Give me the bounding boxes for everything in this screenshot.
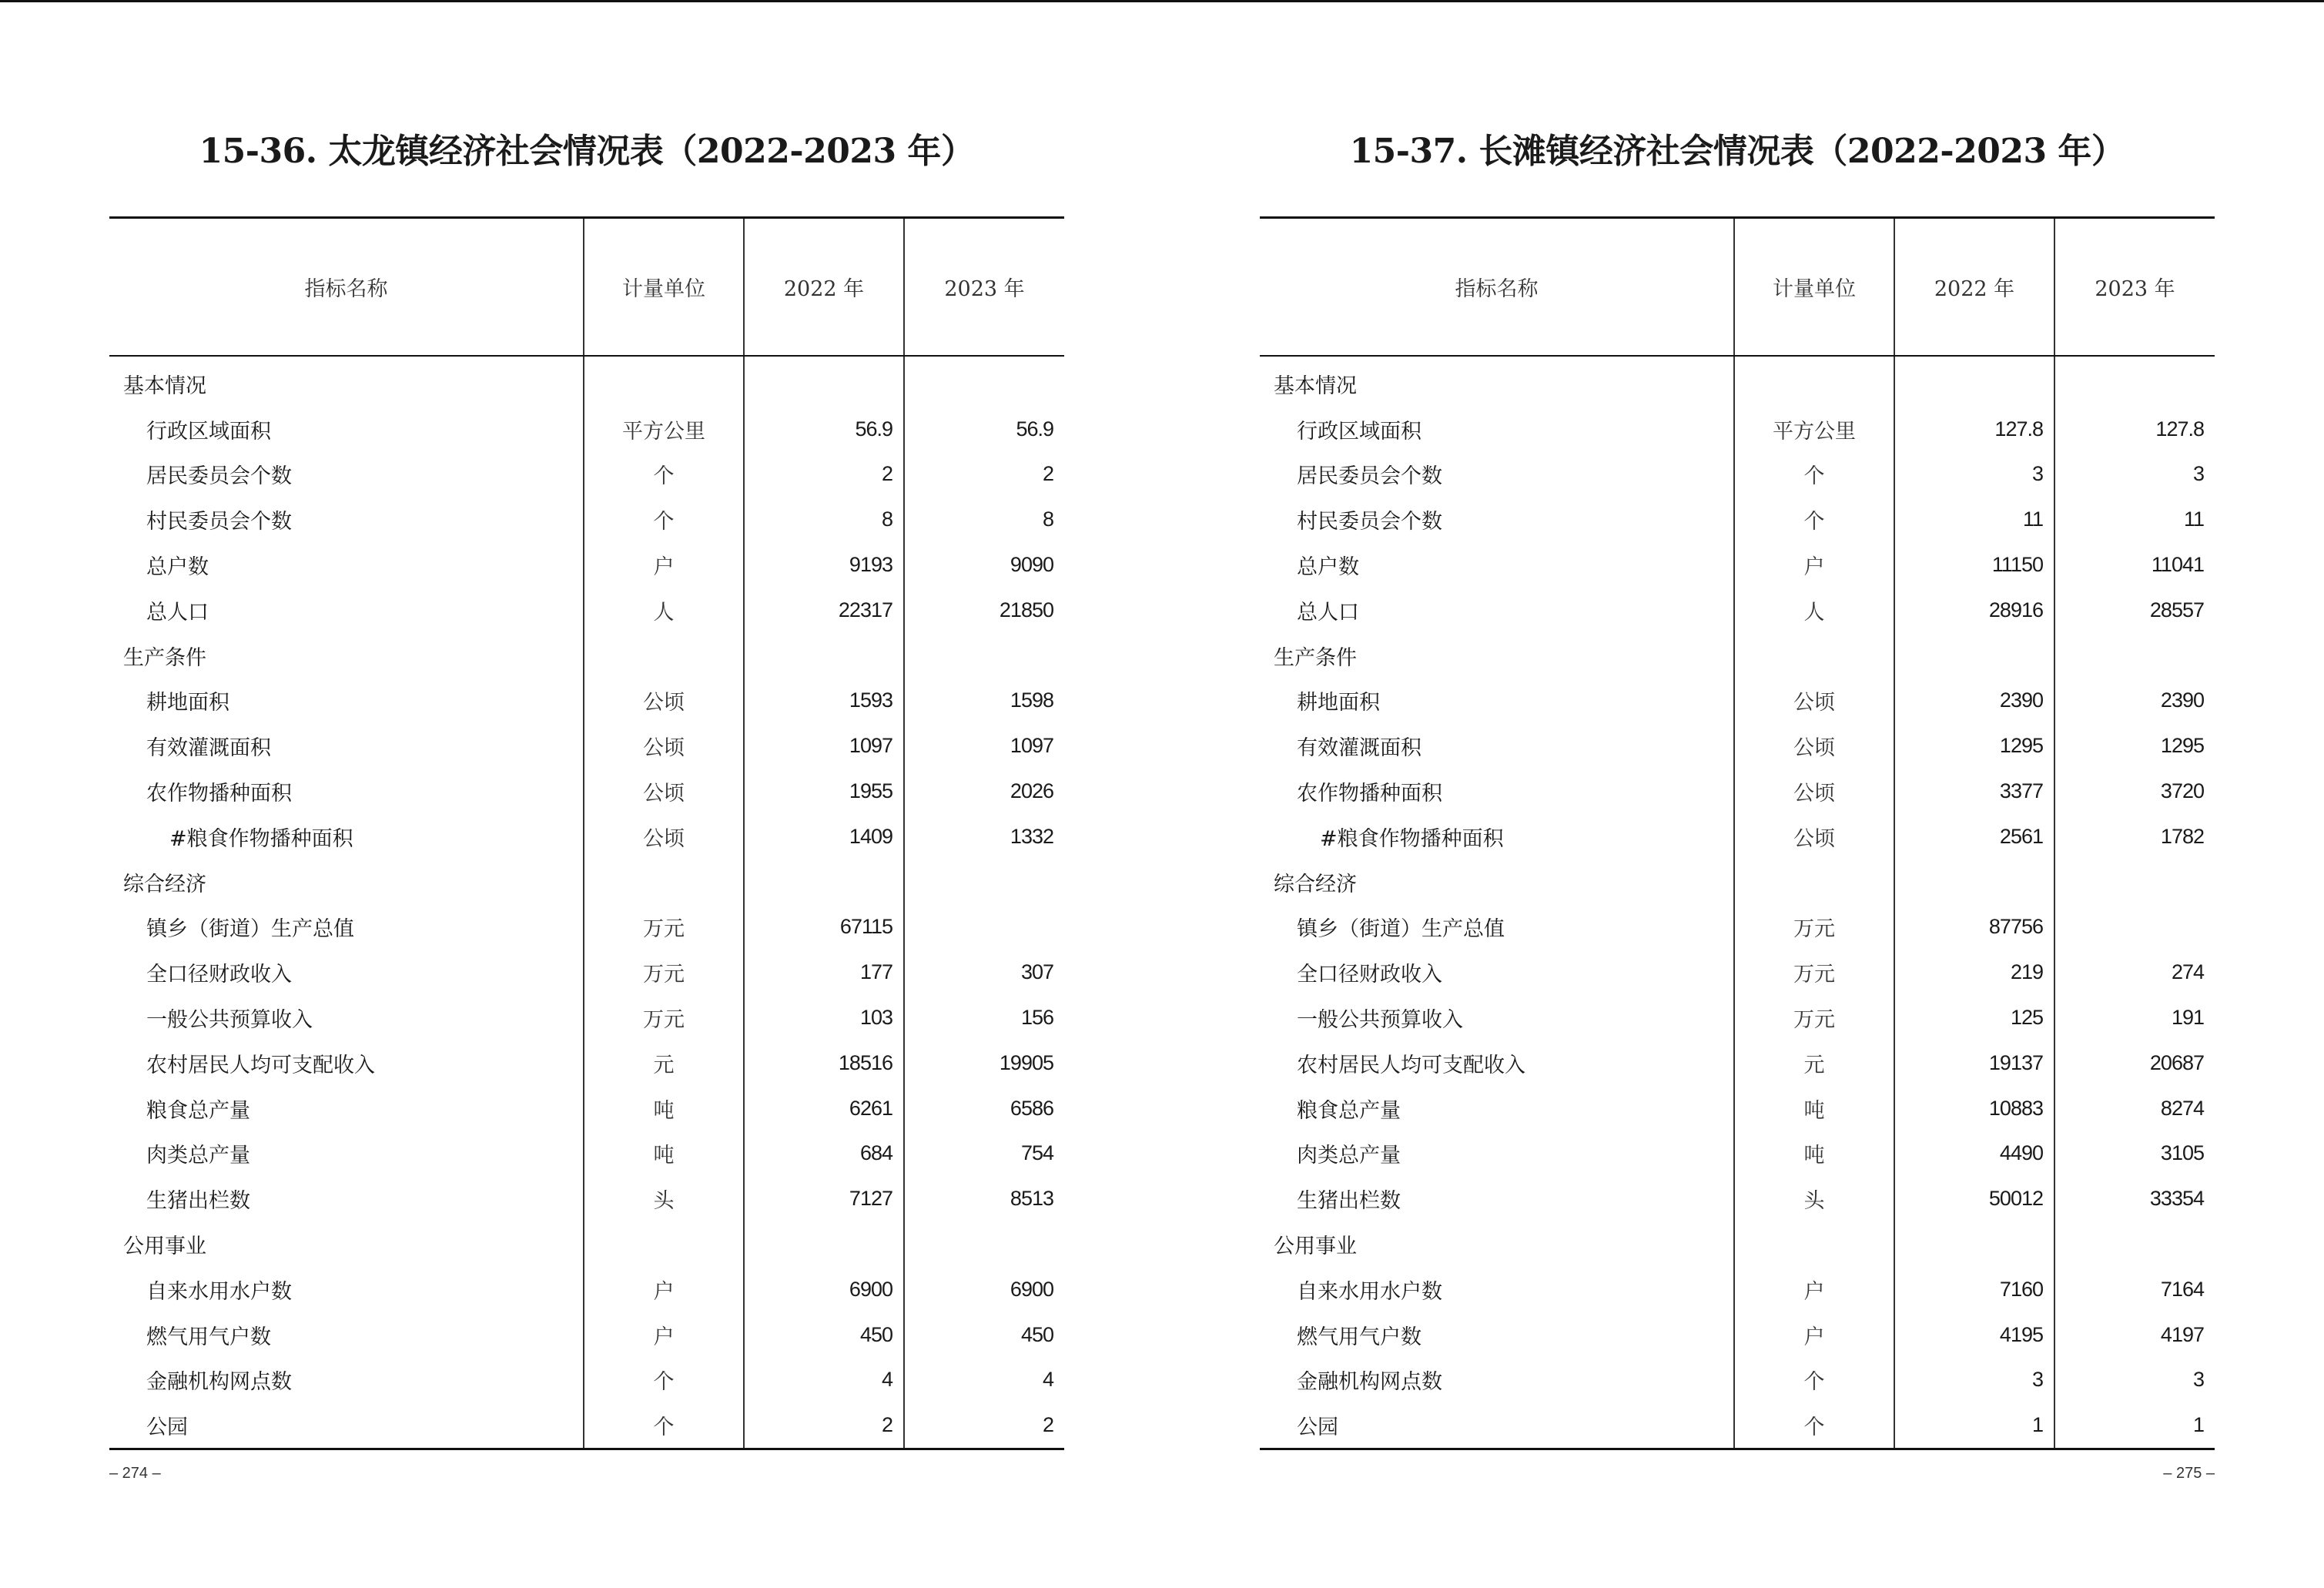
table-row xyxy=(1260,905,2215,950)
unit-cell: 个 xyxy=(1734,1402,1894,1449)
value-2022-cell: 2 xyxy=(744,1402,904,1449)
table-row xyxy=(109,678,1064,724)
unit-cell: 公顷 xyxy=(584,678,744,724)
indicator-name-cell: 农作物播种面积 xyxy=(1297,782,1442,806)
section-header-row xyxy=(1260,1221,2215,1267)
value-2022-cell: 1593 xyxy=(744,678,904,724)
table-row xyxy=(1260,995,2215,1040)
unit-cell: 公顷 xyxy=(584,723,744,769)
value-2023-cell xyxy=(904,859,1064,905)
unit-cell xyxy=(584,356,744,407)
unit-cell: 公顷 xyxy=(584,769,744,814)
value-2022-cell: 2 xyxy=(744,452,904,498)
value-2023-cell xyxy=(2054,905,2215,950)
indicator-name-cell: 燃气用气户数 xyxy=(146,1325,271,1349)
indicator-name-cell: 全口径财政收入 xyxy=(146,963,292,987)
indicator-name-cell: 基本情况 xyxy=(123,374,206,398)
header-year-2022: 2022 年 xyxy=(1894,218,2054,357)
indicator-name-cell: 粮食总产量 xyxy=(1297,1098,1401,1123)
value-2022-cell: 56.9 xyxy=(744,407,904,452)
indicator-name-cell: 综合经济 xyxy=(123,872,206,896)
table-row xyxy=(109,995,1064,1040)
table-row xyxy=(109,1312,1064,1358)
unit-cell: 万元 xyxy=(1734,995,1894,1040)
value-2022-cell: 3377 xyxy=(1894,769,2054,814)
table-row xyxy=(1260,678,2215,724)
value-2023-cell: 1782 xyxy=(2054,814,2215,859)
unit-cell xyxy=(1734,356,1894,407)
value-2022-cell xyxy=(1894,859,2054,905)
value-2023-cell: 33354 xyxy=(2054,1176,2215,1221)
value-2023-cell: 127.8 xyxy=(2054,407,2215,452)
indicator-name-cell: 燃气用气户数 xyxy=(1297,1325,1422,1349)
value-2023-cell: 56.9 xyxy=(904,407,1064,452)
indicator-name-cell: 生产条件 xyxy=(123,645,206,670)
unit-cell: 吨 xyxy=(1734,1131,1894,1177)
table-row xyxy=(1260,588,2215,633)
unit-cell: 万元 xyxy=(1734,950,1894,995)
indicator-name-cell: 镇乡（街道）生产总值 xyxy=(1297,917,1505,942)
unit-cell: 万元 xyxy=(584,995,744,1040)
value-2023-cell: 8274 xyxy=(2054,1086,2215,1131)
table-row xyxy=(1260,1086,2215,1131)
unit-cell: 个 xyxy=(584,1358,744,1403)
table-row xyxy=(1260,1040,2215,1086)
table-row xyxy=(109,905,1064,950)
value-2022-cell: 6261 xyxy=(744,1086,904,1131)
section-header-row xyxy=(1260,859,2215,905)
value-2023-cell: 20687 xyxy=(2054,1040,2215,1086)
table-row xyxy=(109,1358,1064,1403)
indicator-name-cell: 农作物播种面积 xyxy=(146,782,292,806)
unit-cell: 户 xyxy=(1734,542,1894,588)
value-2022-cell: 1955 xyxy=(744,769,904,814)
table-row xyxy=(1260,1402,2215,1449)
value-2022-cell: 8 xyxy=(744,497,904,542)
value-2022-cell xyxy=(1894,1221,2054,1267)
unit-cell: 头 xyxy=(1734,1176,1894,1221)
table-row xyxy=(1260,1358,2215,1403)
value-2023-cell: 2 xyxy=(904,1402,1064,1449)
unit-cell xyxy=(1734,859,1894,905)
table-row xyxy=(109,814,1064,859)
section-header-row xyxy=(109,633,1064,678)
unit-cell: 户 xyxy=(1734,1267,1894,1312)
header-year-2023: 2023 年 xyxy=(904,218,1064,357)
unit-cell: 个 xyxy=(584,497,744,542)
table-row xyxy=(1260,1176,2215,1221)
value-2023-cell: 1598 xyxy=(904,678,1064,724)
value-2023-cell: 19905 xyxy=(904,1040,1064,1086)
value-2023-cell xyxy=(904,356,1064,407)
value-2022-cell: 1295 xyxy=(1894,723,2054,769)
value-2022-cell: 4195 xyxy=(1894,1312,2054,1358)
value-2022-cell: 684 xyxy=(744,1131,904,1177)
unit-cell: 个 xyxy=(1734,1358,1894,1403)
value-2023-cell: 9090 xyxy=(904,542,1064,588)
value-2023-cell: 8 xyxy=(904,497,1064,542)
value-2023-cell: 307 xyxy=(904,950,1064,995)
unit-cell: 万元 xyxy=(1734,905,1894,950)
value-2022-cell: 2561 xyxy=(1894,814,2054,859)
unit-cell: 户 xyxy=(584,1267,744,1312)
unit-cell: 个 xyxy=(584,1402,744,1449)
indicator-name-cell: 总户数 xyxy=(1297,555,1359,580)
value-2022-cell: 11150 xyxy=(1894,542,2054,588)
indicator-name-cell: 公园 xyxy=(1297,1415,1338,1440)
page-number: – 275 – xyxy=(2163,1465,2215,1482)
table-row xyxy=(1260,407,2215,452)
unit-cell: 个 xyxy=(1734,452,1894,498)
value-2023-cell: 11 xyxy=(2054,497,2215,542)
value-2022-cell: 50012 xyxy=(1894,1176,2054,1221)
value-2023-cell: 450 xyxy=(904,1312,1064,1358)
value-2022-cell: 2390 xyxy=(1894,678,2054,724)
value-2022-cell: 103 xyxy=(744,995,904,1040)
value-2023-cell: 274 xyxy=(2054,950,2215,995)
table-row xyxy=(109,542,1064,588)
table-row xyxy=(109,1176,1064,1221)
unit-cell xyxy=(584,1221,744,1267)
table-row xyxy=(109,950,1064,995)
value-2022-cell: 10883 xyxy=(1894,1086,2054,1131)
indicator-name-cell: 生产条件 xyxy=(1274,645,1357,670)
table-row xyxy=(1260,497,2215,542)
table-row xyxy=(109,497,1064,542)
page-number: – 274 – xyxy=(109,1465,161,1482)
value-2023-cell xyxy=(2054,356,2215,407)
value-2022-cell: 3 xyxy=(1894,452,2054,498)
value-2022-cell: 450 xyxy=(744,1312,904,1358)
indicator-name-cell: 总户数 xyxy=(146,555,209,580)
value-2022-cell: 18516 xyxy=(744,1040,904,1086)
indicator-name-cell: 耕地面积 xyxy=(146,691,229,715)
table-row xyxy=(109,1402,1064,1449)
indicator-name-cell: 村民委员会个数 xyxy=(146,510,292,534)
indicator-name-cell: 有效灌溉面积 xyxy=(146,736,271,761)
value-2023-cell: 2 xyxy=(904,452,1064,498)
header-year-2023: 2023 年 xyxy=(2054,218,2215,357)
indicator-name-cell: 肉类总产量 xyxy=(146,1144,250,1168)
value-2023-cell xyxy=(904,633,1064,678)
indicator-name-cell: 公用事业 xyxy=(1274,1235,1357,1259)
value-2023-cell: 21850 xyxy=(904,588,1064,633)
header-indicator-name: 指标名称 xyxy=(1260,218,1734,357)
unit-cell: 平方公里 xyxy=(584,407,744,452)
indicator-name-cell: 公园 xyxy=(146,1415,188,1440)
value-2023-cell: 1097 xyxy=(904,723,1064,769)
value-2023-cell: 3 xyxy=(2054,1358,2215,1403)
table-header-row xyxy=(1260,218,2215,357)
unit-cell: 个 xyxy=(1734,497,1894,542)
table-row xyxy=(109,1086,1064,1131)
unit-cell: 公顷 xyxy=(1734,678,1894,724)
section-header-row xyxy=(1260,356,2215,407)
value-2023-cell: 156 xyxy=(904,995,1064,1040)
indicator-name-cell: 自来水用水户数 xyxy=(146,1279,292,1304)
value-2022-cell: 3 xyxy=(1894,1358,2054,1403)
indicator-name-cell: #粮食作物播种面积 xyxy=(169,826,353,851)
right-page xyxy=(1260,0,2215,1540)
value-2023-cell: 3 xyxy=(2054,452,2215,498)
value-2022-cell: 4 xyxy=(744,1358,904,1403)
indicator-name-cell: 村民委员会个数 xyxy=(1297,510,1442,534)
unit-cell: 人 xyxy=(584,588,744,633)
table-row xyxy=(1260,769,2215,814)
value-2022-cell: 125 xyxy=(1894,995,2054,1040)
indicator-name-cell: 居民委员会个数 xyxy=(146,464,292,489)
indicator-name-cell: 自来水用水户数 xyxy=(1297,1279,1442,1304)
value-2022-cell: 4490 xyxy=(1894,1131,2054,1177)
unit-cell xyxy=(584,633,744,678)
value-2022-cell: 219 xyxy=(1894,950,2054,995)
indicator-name-cell: 农村居民人均可支配收入 xyxy=(146,1053,375,1077)
value-2023-cell: 2026 xyxy=(904,769,1064,814)
value-2022-cell: 7127 xyxy=(744,1176,904,1221)
value-2022-cell: 87756 xyxy=(1894,905,2054,950)
value-2022-cell xyxy=(1894,633,2054,678)
table-row xyxy=(1260,814,2215,859)
table-row xyxy=(1260,1267,2215,1312)
table-row xyxy=(109,1131,1064,1177)
value-2023-cell xyxy=(2054,1221,2215,1267)
value-2022-cell: 11 xyxy=(1894,497,2054,542)
unit-cell: 公顷 xyxy=(1734,723,1894,769)
table-row xyxy=(109,769,1064,814)
value-2023-cell: 6586 xyxy=(904,1086,1064,1131)
value-2023-cell xyxy=(2054,859,2215,905)
unit-cell: 户 xyxy=(584,1312,744,1358)
header-year-2022: 2022 年 xyxy=(744,218,904,357)
unit-cell: 个 xyxy=(584,452,744,498)
indicator-name-cell: 总人口 xyxy=(1297,600,1359,625)
value-2022-cell: 7160 xyxy=(1894,1267,2054,1312)
value-2022-cell: 67115 xyxy=(744,905,904,950)
table-row xyxy=(1260,723,2215,769)
indicator-name-cell: 基本情况 xyxy=(1274,374,1357,398)
unit-cell: 公顷 xyxy=(1734,814,1894,859)
unit-cell xyxy=(584,859,744,905)
unit-cell: 吨 xyxy=(584,1086,744,1131)
unit-cell: 公顷 xyxy=(584,814,744,859)
value-2023-cell: 6900 xyxy=(904,1267,1064,1312)
indicator-name-cell: 生猪出栏数 xyxy=(1297,1189,1401,1214)
indicator-name-cell: 有效灌溉面积 xyxy=(1297,736,1422,761)
unit-cell: 万元 xyxy=(584,905,744,950)
indicator-name-cell: 一般公共预算收入 xyxy=(146,1008,313,1033)
value-2022-cell xyxy=(744,1221,904,1267)
indicator-name-cell: 综合经济 xyxy=(1274,872,1357,896)
unit-cell: 平方公里 xyxy=(1734,407,1894,452)
value-2023-cell: 4197 xyxy=(2054,1312,2215,1358)
indicator-name-cell: 农村居民人均可支配收入 xyxy=(1297,1053,1525,1077)
value-2023-cell: 28557 xyxy=(2054,588,2215,633)
statistics-table xyxy=(109,216,1064,1450)
header-unit: 计量单位 xyxy=(1734,218,1894,357)
table-row xyxy=(109,1040,1064,1086)
header-indicator-name: 指标名称 xyxy=(109,218,584,357)
value-2023-cell: 3105 xyxy=(2054,1131,2215,1177)
value-2023-cell: 754 xyxy=(904,1131,1064,1177)
value-2023-cell: 7164 xyxy=(2054,1267,2215,1312)
indicator-name-cell: 金融机构网点数 xyxy=(1297,1370,1442,1395)
indicator-name-cell: 全口径财政收入 xyxy=(1297,963,1442,987)
indicator-name-cell: 行政区域面积 xyxy=(1297,419,1422,444)
section-header-row xyxy=(109,859,1064,905)
unit-cell: 头 xyxy=(584,1176,744,1221)
unit-cell xyxy=(1734,1221,1894,1267)
unit-cell xyxy=(1734,633,1894,678)
value-2022-cell xyxy=(1894,356,2054,407)
value-2022-cell: 28916 xyxy=(1894,588,2054,633)
section-header-row xyxy=(109,356,1064,407)
value-2023-cell: 191 xyxy=(2054,995,2215,1040)
unit-cell: 万元 xyxy=(584,950,744,995)
value-2022-cell xyxy=(744,633,904,678)
indicator-name-cell: 一般公共预算收入 xyxy=(1297,1008,1463,1033)
left-page xyxy=(109,0,1064,1540)
value-2023-cell: 8513 xyxy=(904,1176,1064,1221)
indicator-name-cell: 行政区域面积 xyxy=(146,419,271,444)
table-header-row xyxy=(109,218,1064,357)
indicator-name-cell: 耕地面积 xyxy=(1297,691,1380,715)
indicator-name-cell: #粮食作物播种面积 xyxy=(1320,826,1504,851)
unit-cell: 户 xyxy=(1734,1312,1894,1358)
unit-cell: 户 xyxy=(584,542,744,588)
value-2022-cell: 1409 xyxy=(744,814,904,859)
value-2023-cell: 11041 xyxy=(2054,542,2215,588)
section-header-row xyxy=(1260,633,2215,678)
table-title: 15-37. 长滩镇经济社会情况表（2022-2023 年） xyxy=(1349,132,2125,171)
unit-cell: 元 xyxy=(1734,1040,1894,1086)
table-row xyxy=(1260,1312,2215,1358)
value-2023-cell: 1332 xyxy=(904,814,1064,859)
value-2023-cell: 4 xyxy=(904,1358,1064,1403)
header-unit: 计量单位 xyxy=(584,218,744,357)
value-2022-cell xyxy=(744,859,904,905)
table-row xyxy=(109,588,1064,633)
indicator-name-cell: 公用事业 xyxy=(123,1235,206,1259)
value-2022-cell xyxy=(744,356,904,407)
unit-cell: 吨 xyxy=(584,1131,744,1177)
section-header-row xyxy=(109,1221,1064,1267)
value-2023-cell xyxy=(904,1221,1064,1267)
value-2022-cell: 1 xyxy=(1894,1402,2054,1449)
value-2022-cell: 9193 xyxy=(744,542,904,588)
table-row xyxy=(1260,950,2215,995)
unit-cell: 人 xyxy=(1734,588,1894,633)
indicator-name-cell: 生猪出栏数 xyxy=(146,1189,250,1214)
value-2023-cell xyxy=(2054,633,2215,678)
unit-cell: 元 xyxy=(584,1040,744,1086)
indicator-name-cell: 金融机构网点数 xyxy=(146,1370,292,1395)
value-2022-cell: 1097 xyxy=(744,723,904,769)
table-title: 15-36. 太龙镇经济社会情况表（2022-2023 年） xyxy=(199,132,975,171)
value-2022-cell: 22317 xyxy=(744,588,904,633)
table-row xyxy=(1260,452,2215,498)
table-row xyxy=(109,407,1064,452)
unit-cell: 公顷 xyxy=(1734,769,1894,814)
value-2022-cell: 19137 xyxy=(1894,1040,2054,1086)
value-2023-cell xyxy=(904,905,1064,950)
table-body xyxy=(109,356,1064,1449)
unit-cell: 吨 xyxy=(1734,1086,1894,1131)
value-2022-cell: 127.8 xyxy=(1894,407,2054,452)
table-body xyxy=(1260,356,2215,1449)
value-2022-cell: 6900 xyxy=(744,1267,904,1312)
statistics-table xyxy=(1260,216,2215,1450)
value-2023-cell: 2390 xyxy=(2054,678,2215,724)
table-row xyxy=(109,452,1064,498)
table-row xyxy=(109,723,1064,769)
table-row xyxy=(1260,1131,2215,1177)
indicator-name-cell: 粮食总产量 xyxy=(146,1098,250,1123)
indicator-name-cell: 镇乡（街道）生产总值 xyxy=(146,917,354,942)
indicator-name-cell: 肉类总产量 xyxy=(1297,1144,1401,1168)
value-2023-cell: 3720 xyxy=(2054,769,2215,814)
value-2022-cell: 177 xyxy=(744,950,904,995)
indicator-name-cell: 总人口 xyxy=(146,600,209,625)
table-row xyxy=(1260,542,2215,588)
value-2023-cell: 1 xyxy=(2054,1402,2215,1449)
value-2023-cell: 1295 xyxy=(2054,723,2215,769)
indicator-name-cell: 居民委员会个数 xyxy=(1297,464,1442,489)
table-row xyxy=(109,1267,1064,1312)
